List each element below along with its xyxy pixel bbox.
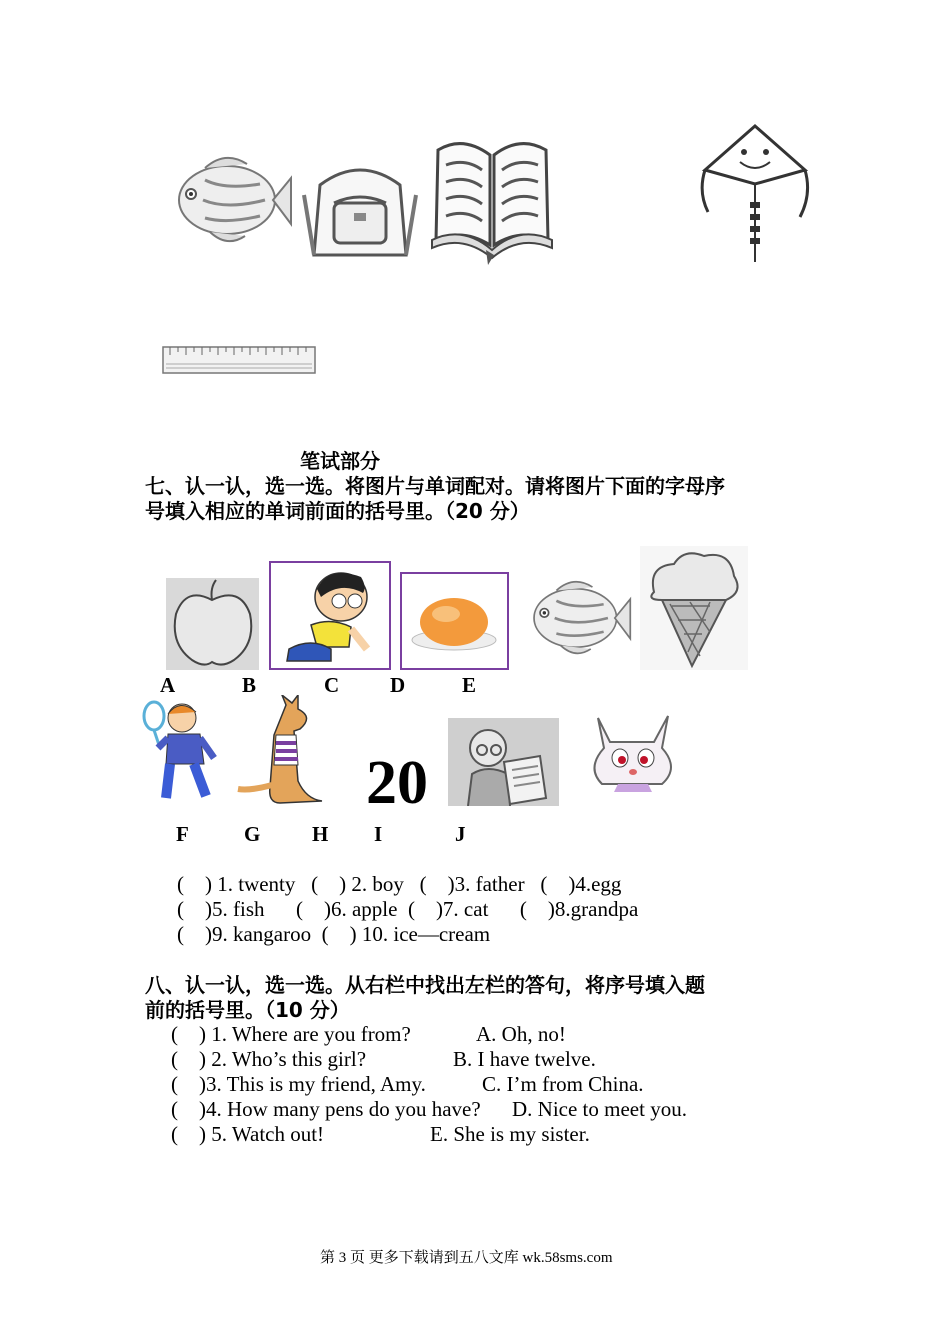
question-line: ( ) 5. Watch out! [171,1122,325,1146]
section8-instruction-line2: 前的括号里。（10 分） [145,998,350,1022]
page-footer: 第 3 页 更多下载请到五八文库 wk.58sms.com [320,1250,613,1266]
section8-instruction-line1: 八、认一认，选一选。从右栏中找出左栏的答句，将序号填入题 [145,973,705,997]
question-line: ( ) 1. Where are you from? [171,1022,411,1046]
kite-icon [700,122,810,267]
section7-item-line: ( ) 1. twenty ( ) 2. boy ( )3. father ( )4.egg [177,872,622,896]
ice-cream-icon [640,546,748,670]
fish-icon [522,573,632,663]
apple-icon [166,578,259,670]
picture-label-j: J [455,822,466,846]
picture-label-h: H [312,822,329,846]
number-twenty-picture: 20 [366,749,428,817]
page-title: 笔试部分 [300,449,380,473]
answer-option: B. I have twelve. [453,1047,596,1071]
picture-label-a: A [160,673,176,697]
picture-label-d: D [390,673,406,697]
picture-label-f: F [176,822,189,846]
answer-option: A. Oh, no! [476,1022,566,1046]
answer-option: D. Nice to meet you. [512,1097,687,1121]
question-line: ( )4. How many pens do you have? [171,1097,481,1121]
picture-label-b: B [242,673,257,697]
ruler-icon [162,346,316,374]
egg-icon [400,572,509,670]
tennis-boy-icon [140,698,222,806]
open-book-icon [428,130,556,265]
section7-instruction-line1: 七、认一认，选一选。将图片与单词配对。请将图片下面的字母序 [145,474,725,498]
boy-icon [269,561,391,670]
section7-item-line: ( )5. fish ( )6. apple ( )7. cat ( )8.grandpa [177,897,639,921]
answer-option: C. I’m from China. [482,1072,644,1096]
kangaroo-icon [236,695,326,807]
cat-icon [578,708,686,798]
section7-item-line: ( )9. kangaroo ( ) 10. ice—cream [177,922,491,946]
fish-icon [165,150,293,250]
answer-option: E. She is my sister. [430,1122,590,1146]
question-line: ( ) 2. Who’s this girl? [171,1047,367,1071]
section7-instruction-line2: 号填入相应的单词前面的括号里。（20 分） [145,499,530,523]
picture-label-e: E [462,673,477,697]
schoolbag-icon [300,155,420,263]
picture-label-i: I [374,822,383,846]
picture-label-c: C [324,673,340,697]
question-line: ( )3. This is my friend, Amy. [171,1072,426,1096]
grandpa-icon [448,718,559,806]
picture-label-g: G [244,822,261,846]
